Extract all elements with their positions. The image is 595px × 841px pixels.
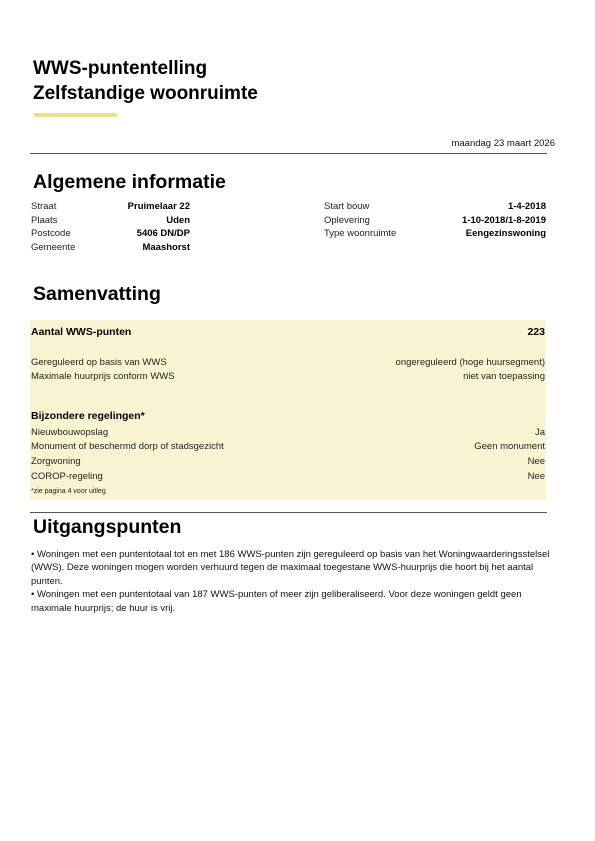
info-value: Eengezinswoning <box>465 228 546 239</box>
max-rent-label: Maximale huurprijs conform WWS <box>31 371 175 382</box>
summary-divider <box>30 512 547 513</box>
info-value: Pruimelaar 22 <box>127 201 190 212</box>
principles-list <box>31 548 551 615</box>
info-value: 1-10-2018/1-8-2019 <box>462 214 546 226</box>
info-value: 1-4-2018 <box>507 201 546 212</box>
special-row-corop <box>30 470 546 483</box>
special-row-monument <box>30 440 546 453</box>
principle-item-liberalized: • Woningen met een puntentotaal van 187 WWS-punten of meer zijn geliberaliseerd. Voor deze woningen geldt geen maximale huurprijs; de huur is vrij. <box>31 589 522 614</box>
general-info-left <box>31 200 190 254</box>
info-label: Straat <box>31 201 57 212</box>
title-line-1: WWS-puntentelling <box>33 58 208 79</box>
special-value: Nee <box>527 471 545 482</box>
info-row-street <box>31 200 190 214</box>
info-label: Oplevering <box>324 214 370 226</box>
principles-heading: Uitgangspunten <box>33 516 182 538</box>
header-divider <box>30 153 547 154</box>
info-label: Gemeente <box>31 241 76 253</box>
points-value: 223 <box>527 326 545 338</box>
info-row-build-start <box>324 200 546 214</box>
info-row-city <box>31 214 190 228</box>
general-info-heading: Algemene informatie <box>33 171 226 193</box>
special-value: Geen monument <box>474 441 545 452</box>
summary-heading: Samenvatting <box>33 283 161 305</box>
points-label: Aantal WWS-punten <box>31 326 132 338</box>
summary-box <box>30 320 546 500</box>
document-title <box>33 56 258 106</box>
summary-footnote: *zie pagina 4 voor uitleg <box>31 488 106 495</box>
special-row-new-build <box>30 426 546 439</box>
info-row-municipality <box>31 241 190 255</box>
summary-points-row <box>30 326 546 339</box>
info-row-dwelling-type <box>324 227 546 241</box>
special-label: Zorgwoning <box>31 456 81 467</box>
regulated-label: Gereguleerd op basis van WWS <box>31 357 167 368</box>
summary-max-rent-row <box>30 370 546 383</box>
regulated-value: ongereguleerd (hoge huursegment) <box>395 357 545 368</box>
max-rent-value: niet van toepassing <box>463 371 545 382</box>
special-label: Monument of beschermd dorp of stadsgezicht <box>31 441 224 452</box>
special-value: Ja <box>534 427 545 438</box>
info-value: 5406 DN/DP <box>136 228 190 239</box>
principle-item-regulated: • Woningen met een puntentotaal tot en met 186 WWS-punten zijn gereguleerd op basis van het Woningwaarderingsstelsel (WWS). Deze woningen mogen worden verhuurd tegen de maximaal toegestane WWS-huurprijs die hoort bij het aantal punten. <box>31 549 550 587</box>
special-label: COROP-regeling <box>31 471 103 482</box>
summary-regulated-row <box>30 356 546 369</box>
info-label: Postcode <box>31 228 71 239</box>
document-date: maandag 23 maart 2026 <box>451 138 555 149</box>
title-accent-bar <box>34 113 117 117</box>
special-label: Nieuwbouwopslag <box>31 427 109 438</box>
special-row-care-home <box>30 455 546 468</box>
info-label: Start bouw <box>324 201 370 212</box>
info-label: Type woonruimte <box>324 228 397 239</box>
special-arrangements-heading: Bijzondere regelingen* <box>31 410 145 422</box>
special-value: Nee <box>527 456 545 467</box>
info-row-postcode <box>31 227 190 241</box>
general-info-right <box>324 200 546 241</box>
info-value: Uden <box>166 214 190 226</box>
info-value: Maashorst <box>142 241 190 253</box>
title-line-2: Zelfstandige woonruimte <box>33 83 258 104</box>
info-row-delivery <box>324 214 546 228</box>
info-label: Plaats <box>31 214 58 226</box>
